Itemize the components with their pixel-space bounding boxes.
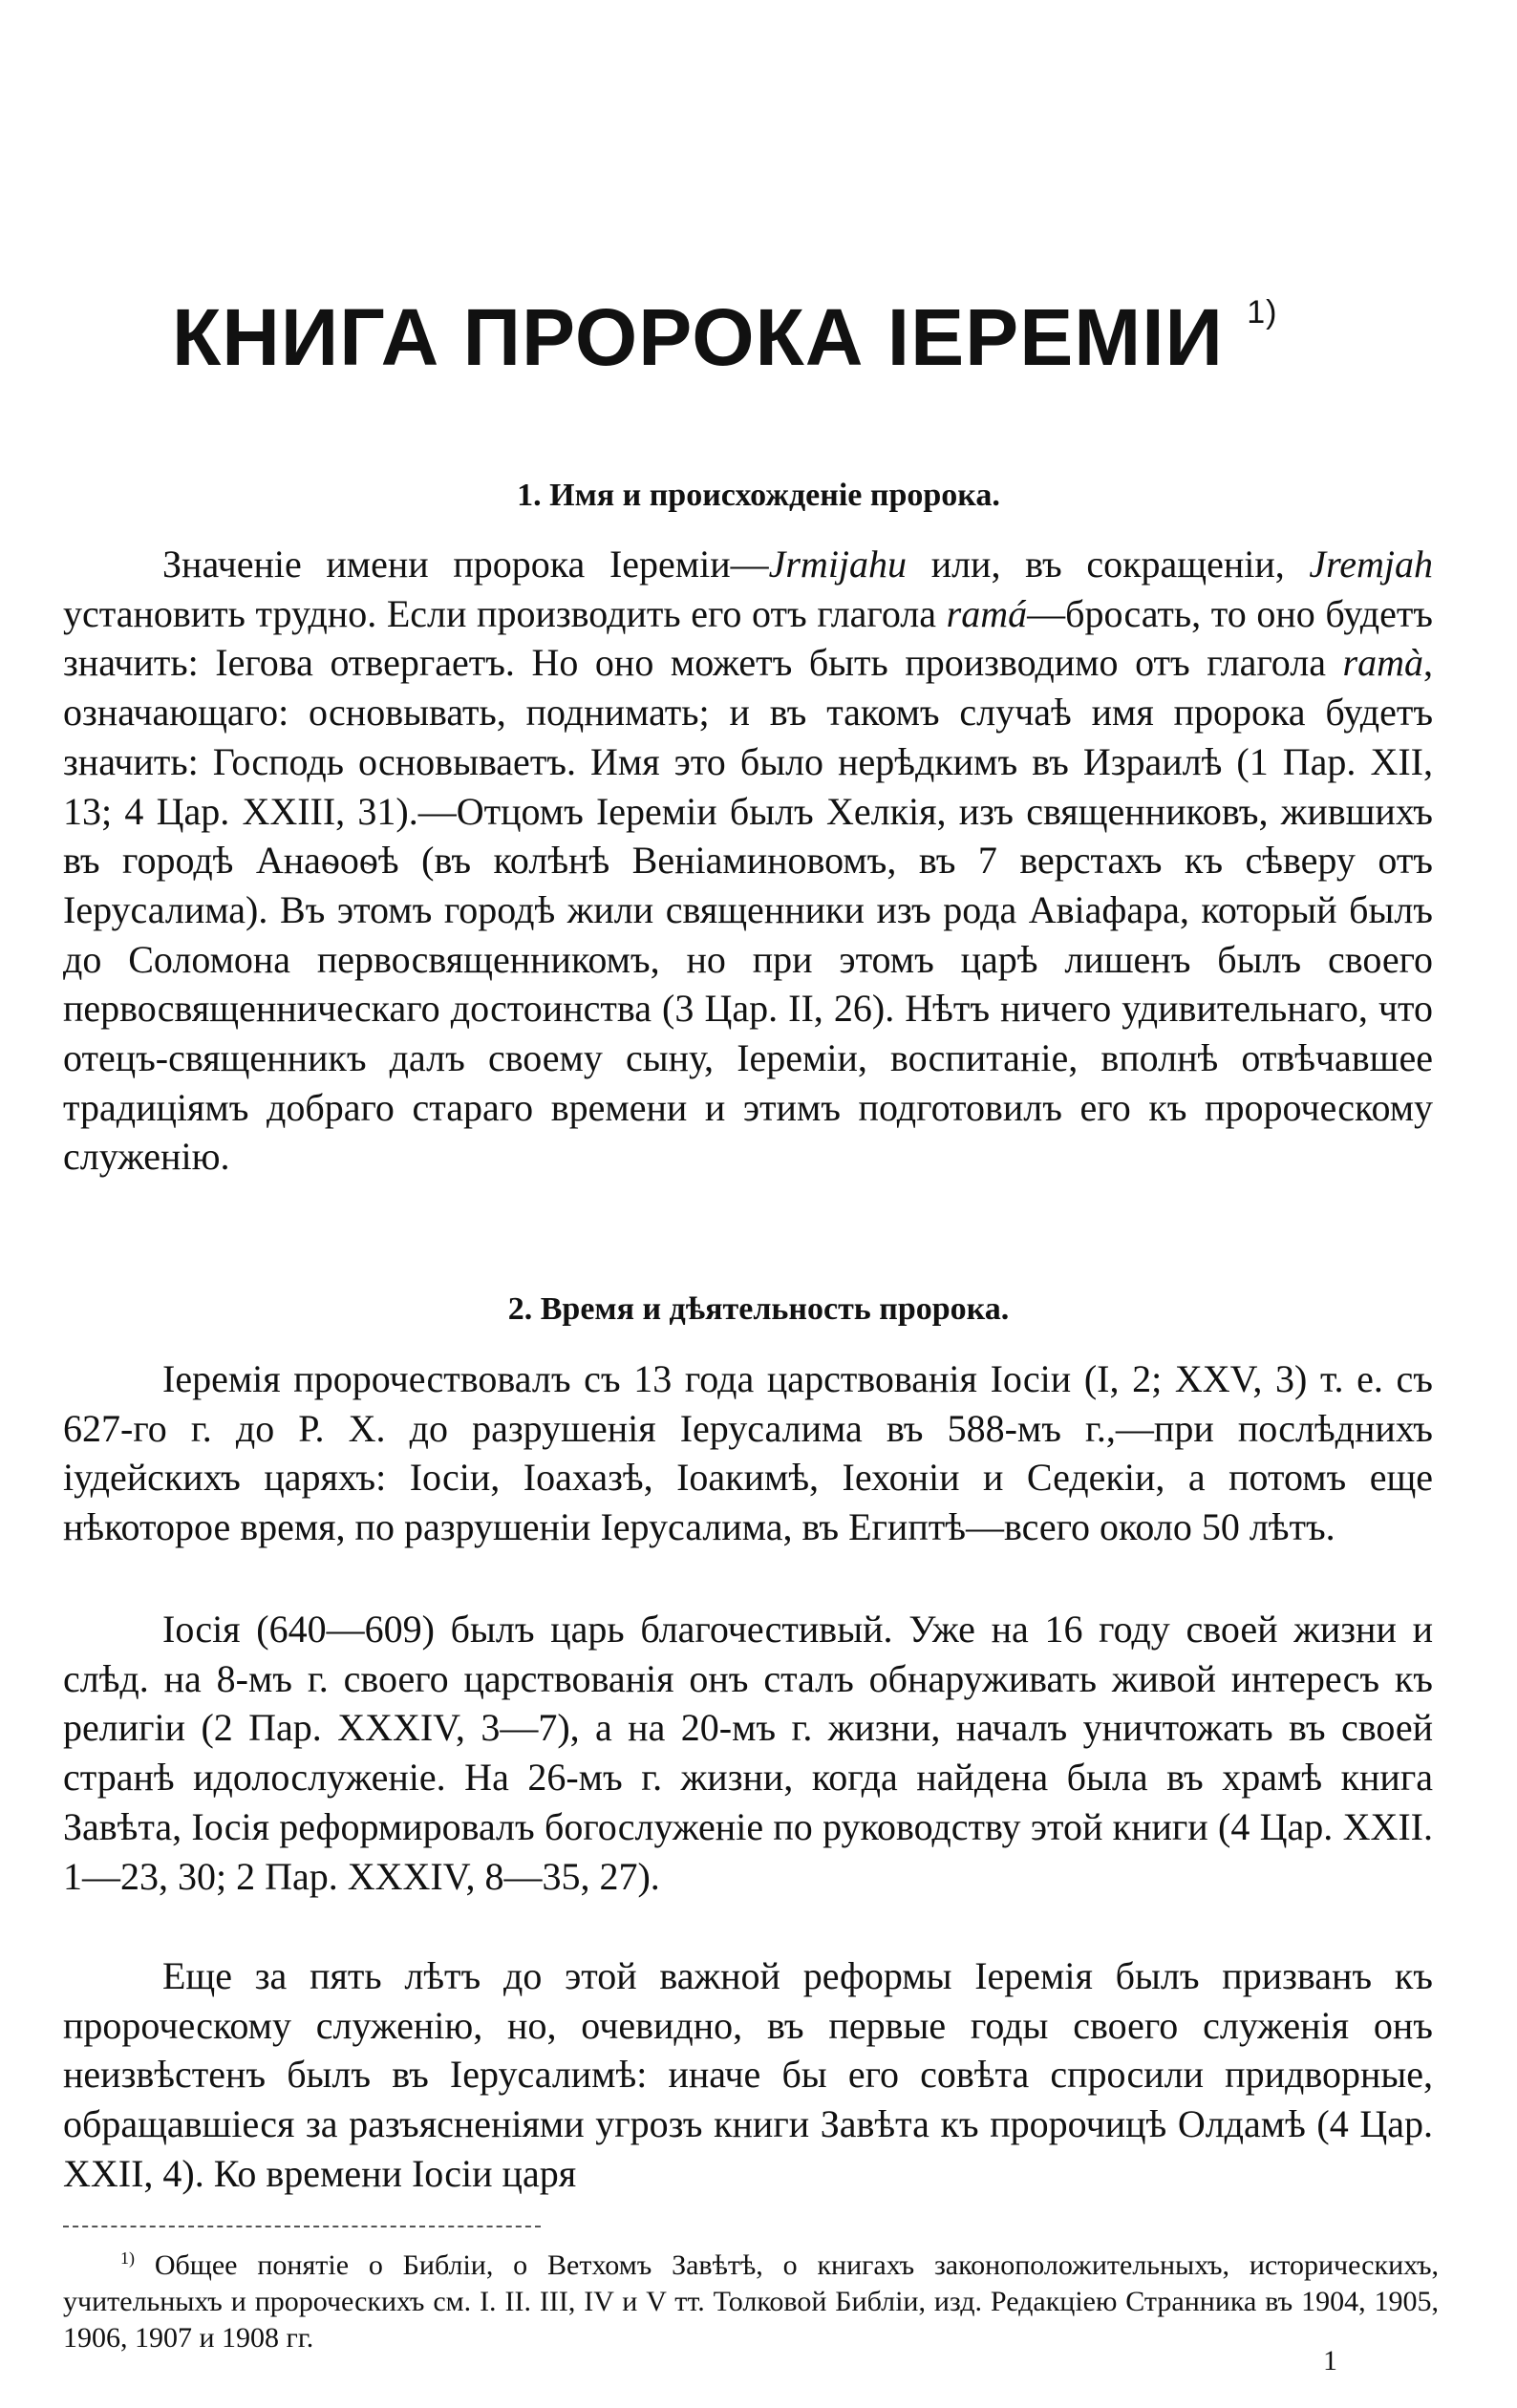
title-footnote-marker[interactable]: 1) [1247,294,1278,330]
paragraph: Іеремія пророчествовалъ съ 13 года царствованія Іосіи (I, 2; XXV, 3) т. е. съ 627-го г. до Р. Х. до разрушенія Іерусалима въ 588-мъ г.,—при послѣднихъ іудейскихъ царяхъ: Іосіи, Іоахазѣ, Іоакимѣ, Іехоніи и Седекіи, а потомъ еще нѣкоторое время, по разрушеніи Іерусалима, въ Египтѣ—всего около 50 лѣтъ. [63,1357,1433,1549]
footnote-marker: 1) [120,2248,135,2268]
section-heading: 2. Время и дѣятельность пророка. [507,1291,1010,1327]
book-title [172,291,1376,384]
paragraph: Значеніе имени пророка Іереміи—Jrmijahu или, въ сокращеніи, Jremjah установить трудно. Если производить его отъ глагола ramá—бросать, то оно будетъ значить: Іегова отвергаетъ. Но оно можетъ быть производимо отъ глагола ramà, означающаго: основывать, поднимать; и въ такомъ случаѣ имя пророка будетъ значить: Господь основываетъ. Имя это было нерѣдкимъ въ Израилѣ (1 Пар. XII, 13; 4 Цар. XXIII, 31).—Отцомъ Іереміи былъ Хелкія, изъ священниковъ, жившихъ въ городѣ Анаѳоѳѣ (въ колѣнѣ Веніаминовомъ, въ 7 верстахъ къ сѣверу отъ Іерусалима). Въ этомъ городѣ жили священники изъ рода Авіафара, который былъ до Соломона первосвященникомъ, но при этомъ царѣ лишенъ былъ своего первосвященническаго достоинства (3 Цар. II, 26). Нѣтъ ничего удивительнаго, что отецъ-священникъ далъ своему сыну, Іереміи, воспитаніе, вполнѣ отвѣчавшее традиціямъ добраго стараго времени и этимъ подготовилъ его къ пророческому служенію. [63,543,1433,1179]
section-heading: 1. Имя и происхожденіе пророка. [517,478,1000,513]
paragraph: Еще за пять лѣтъ до этой важной реформы Іеремія былъ призванъ къ пророческому служенію, но, очевидно, въ первые годы своего служенія онъ неизвѣстенъ былъ въ Іерусалимѣ: иначе бы его совѣта спросили придворные, обращавшіеся за разъясненіями угрозъ книги Завѣта къ пророчицѣ Олдамѣ (4 Цар. XXII, 4). Ко времени Іосіи царя [63,1954,1433,2195]
footnote-separator [63,2226,541,2227]
footnote [63,2240,1439,2356]
page-number: 1 [1323,2345,1337,2376]
book-title-text: КНИГА ПРОРОКА ІЕРЕМІИ [172,292,1224,382]
footnote-text: Общее понятіе о Библіи, о Ветхомъ Завѣтѣ, о книгахъ законоположительныхъ, историческихъ, учительныхъ и пророческихъ см. I. II. III, IV и V тт. Толковой Библіи, изд. Редакціею Странника въ 1904, 1905, 1906, 1907 и 1908 гг. [63,2249,1439,2354]
paragraph: Іосія (640—609) былъ царь благочестивый. Уже на 16 году своей жизни и слѣд. на 8-мъ г. своего царствованія онъ сталъ обнаруживать живой интересъ къ религіи (2 Пар. XXXIV, 3—7), а на 20-мъ г. жизни, началъ уничтожать въ своей странѣ идолослуженіе. На 26-мъ г. жизни, когда найдена была въ храмѣ книга Завѣта, Іосія реформировалъ богослуженіе по руководству этой книги (4 Цар. XXII. 1—23, 30; 2 Пар. XXXIV, 8—35, 27). [63,1608,1433,1898]
